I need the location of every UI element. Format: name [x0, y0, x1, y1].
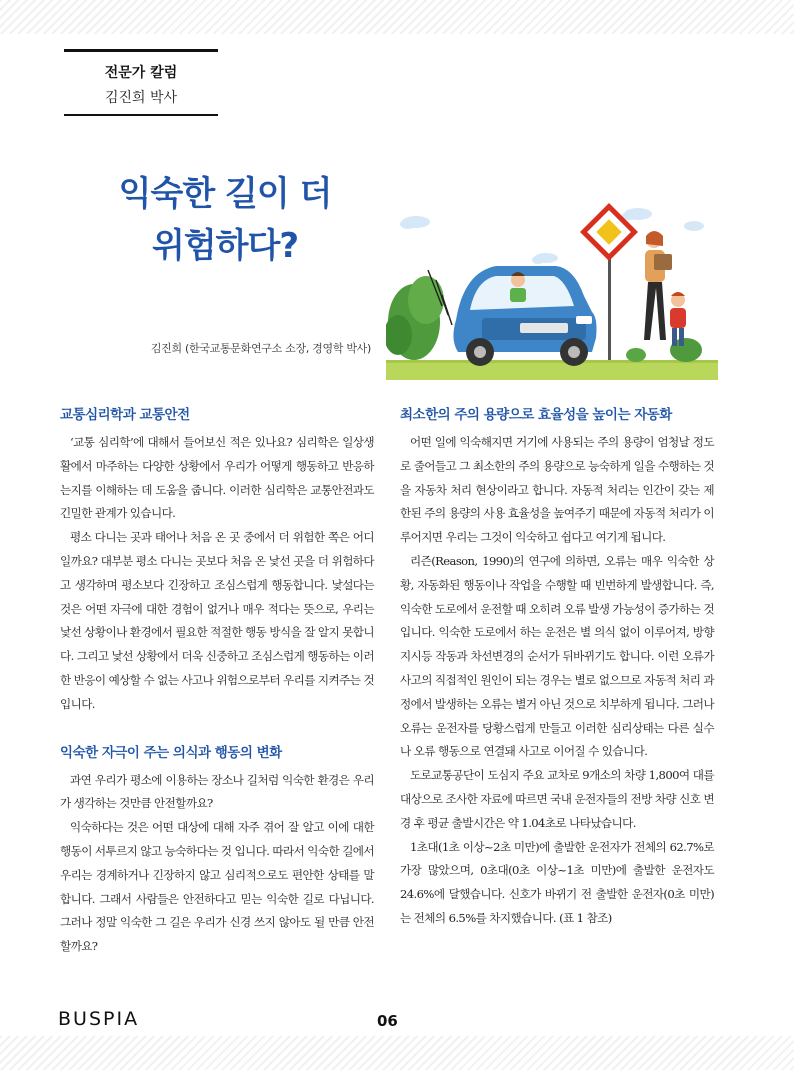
- paragraph: 1초대(1초 이상~2초 미만)에 출발한 운전자가 전체의 62.7%로 가장 많았으며, 0초대(0초 이상~1초 미만)에 출발한 운전자도 24.6%에 달했습니다. 신호가 바뀌기 전 출발한 운전자(0초 미만)는 전체의 6.5%를 차지했습니다. (표 1 참조): [400, 839, 714, 925]
- page-number: 06: [377, 1012, 398, 1030]
- column-author: 김진희 박사: [104, 90, 178, 106]
- paragraph: ‘교통 심리학’에 대해서 들어보신 적은 있나요? 심리학은 일상생활에서 마주하는 다양한 상황에서 우리가 어떻게 행동하고 반응하는지를 이해하는 데 도움을 줍니다. 이러한 심리학은 교통안전과도 긴밀한 관계가 있습니다.: [60, 435, 374, 521]
- left-column: [60, 403, 374, 959]
- column-category: 전문가 칼럼: [104, 65, 178, 81]
- byline: 김진희 (한국교통문화연구소 소장, 경영학 박사): [150, 342, 371, 355]
- paragraph: 평소 다니는 곳과 태어나 처음 온 곳 중에서 더 위험한 쪽은 어디일까요? 대부분 평소 다니는 곳보다 처음 온 낯선 곳을 더 위험하다고 생각하며 평소보다 긴장하고 조심스럽게 행동합니다. 낯설다는 것은 어떤 자극에 대한 경험이 없거나 매우 적다는 뜻으로, 우리는 낯선 상황이나 환경에서 필요한 적절한 행동 방식을 잘 알지 못합니다. 그리고 낯선 상황에서 더욱 신중하고 조심스럽게 행동하는 이러한 반응이 예상할 수 없는 사고나 위험으로부터 우리를 지켜주는 것입니다.: [60, 530, 374, 711]
- section-heading-familiar-stimulus: 익숙한 자극이 주는 의식과 행동의 변화: [60, 744, 282, 761]
- column-tag: [64, 49, 218, 116]
- illustration-car-road-sign: [386, 200, 718, 380]
- top-stripe: [0, 0, 794, 34]
- bottom-stripe: [0, 1036, 794, 1070]
- section-heading-traffic-psychology: 교통심리학과 교통안전: [60, 407, 190, 423]
- buspia-logo: BUSPIA: [58, 1008, 140, 1030]
- paragraph: 과연 우리가 평소에 이용하는 장소나 길처럼 익숙한 환경은 우리가 생각하는 것만큼 안전할까요?: [60, 772, 374, 811]
- paragraph: 익숙하다는 것은 어떤 대상에 대해 자주 겪어 잘 알고 이에 대한 행동이 서투르지 않고 능숙하다는 것 입니다. 따라서 익숙한 길에서 우리는 경계하거나 긴장하지 않고 심리적으로도 편안한 상태를 말합니다. 그래서 사람들은 안전하다고 믿는 익숙한 길로 다닙니다. 그러나 정말 익숙한 그 길은 우리가 신경 쓰지 않아도 될 만큼 안전할까요?: [60, 820, 374, 954]
- title-line-1: 익숙한 길이 더: [118, 174, 332, 214]
- article-title: [80, 168, 370, 272]
- paragraph: 어떤 일에 익숙해지면 거기에 사용되는 주의 용량이 엄청날 정도로 줄어들고 그 최소한의 주의 용량으로 능숙하게 일을 수행하는 것을 자동차 처리 현상이라고 합니다. 자동적 처리는 인간이 갖는 제한된 주의 용량의 사용 효율성을 높여주기 때문에 자동적 처리가 이루어지면 우리는 그것이 익숙하고 쉽다고 여기게 됩니다.: [400, 435, 714, 545]
- title-line-2: 위험하다?: [151, 226, 299, 266]
- paragraph: 도로교통공단이 도심지 주요 교차로 9개소의 차량 1,800여 대를 대상으로 조사한 자료에 따르면 국내 운전자들의 전방 차량 신호 변경 후 평균 출발시간은 약 1.04초로 나타났습니다.: [400, 768, 714, 830]
- section-heading-automation: 최소한의 주의 용량으로 효율성을 높이는 자동화: [400, 407, 672, 423]
- right-column: [400, 403, 714, 931]
- paragraph: 리즌(Reason, 1990)의 연구에 의하면, 오류는 매우 익숙한 상황, 자동화된 행동이나 작업을 수행할 때 빈번하게 발생합니다. 즉, 익숙한 도로에서 운전할 때 오히려 오류 발생 가능성이 증가하는 것입니다. 익숙한 도로에서 하는 운전은 별 의식 없이 이루어져, 방향지시등 작동과 차선변경의 순서가 뒤바뀌기도 합니다. 이런 오류가 사고의 직접적인 원인이 되는 경우는 별로 없으므로 자동적 처리 과정에서 발생하는 오류는 별거 아닌 것으로 치부하게 됩니다. 그러나 오류는 운전자를 당황스럽게 만들고 이러한 심리상태는 다른 실수나 오류 행동으로 연결돼 사고로 이어질 수 있습니다.: [400, 553, 714, 759]
